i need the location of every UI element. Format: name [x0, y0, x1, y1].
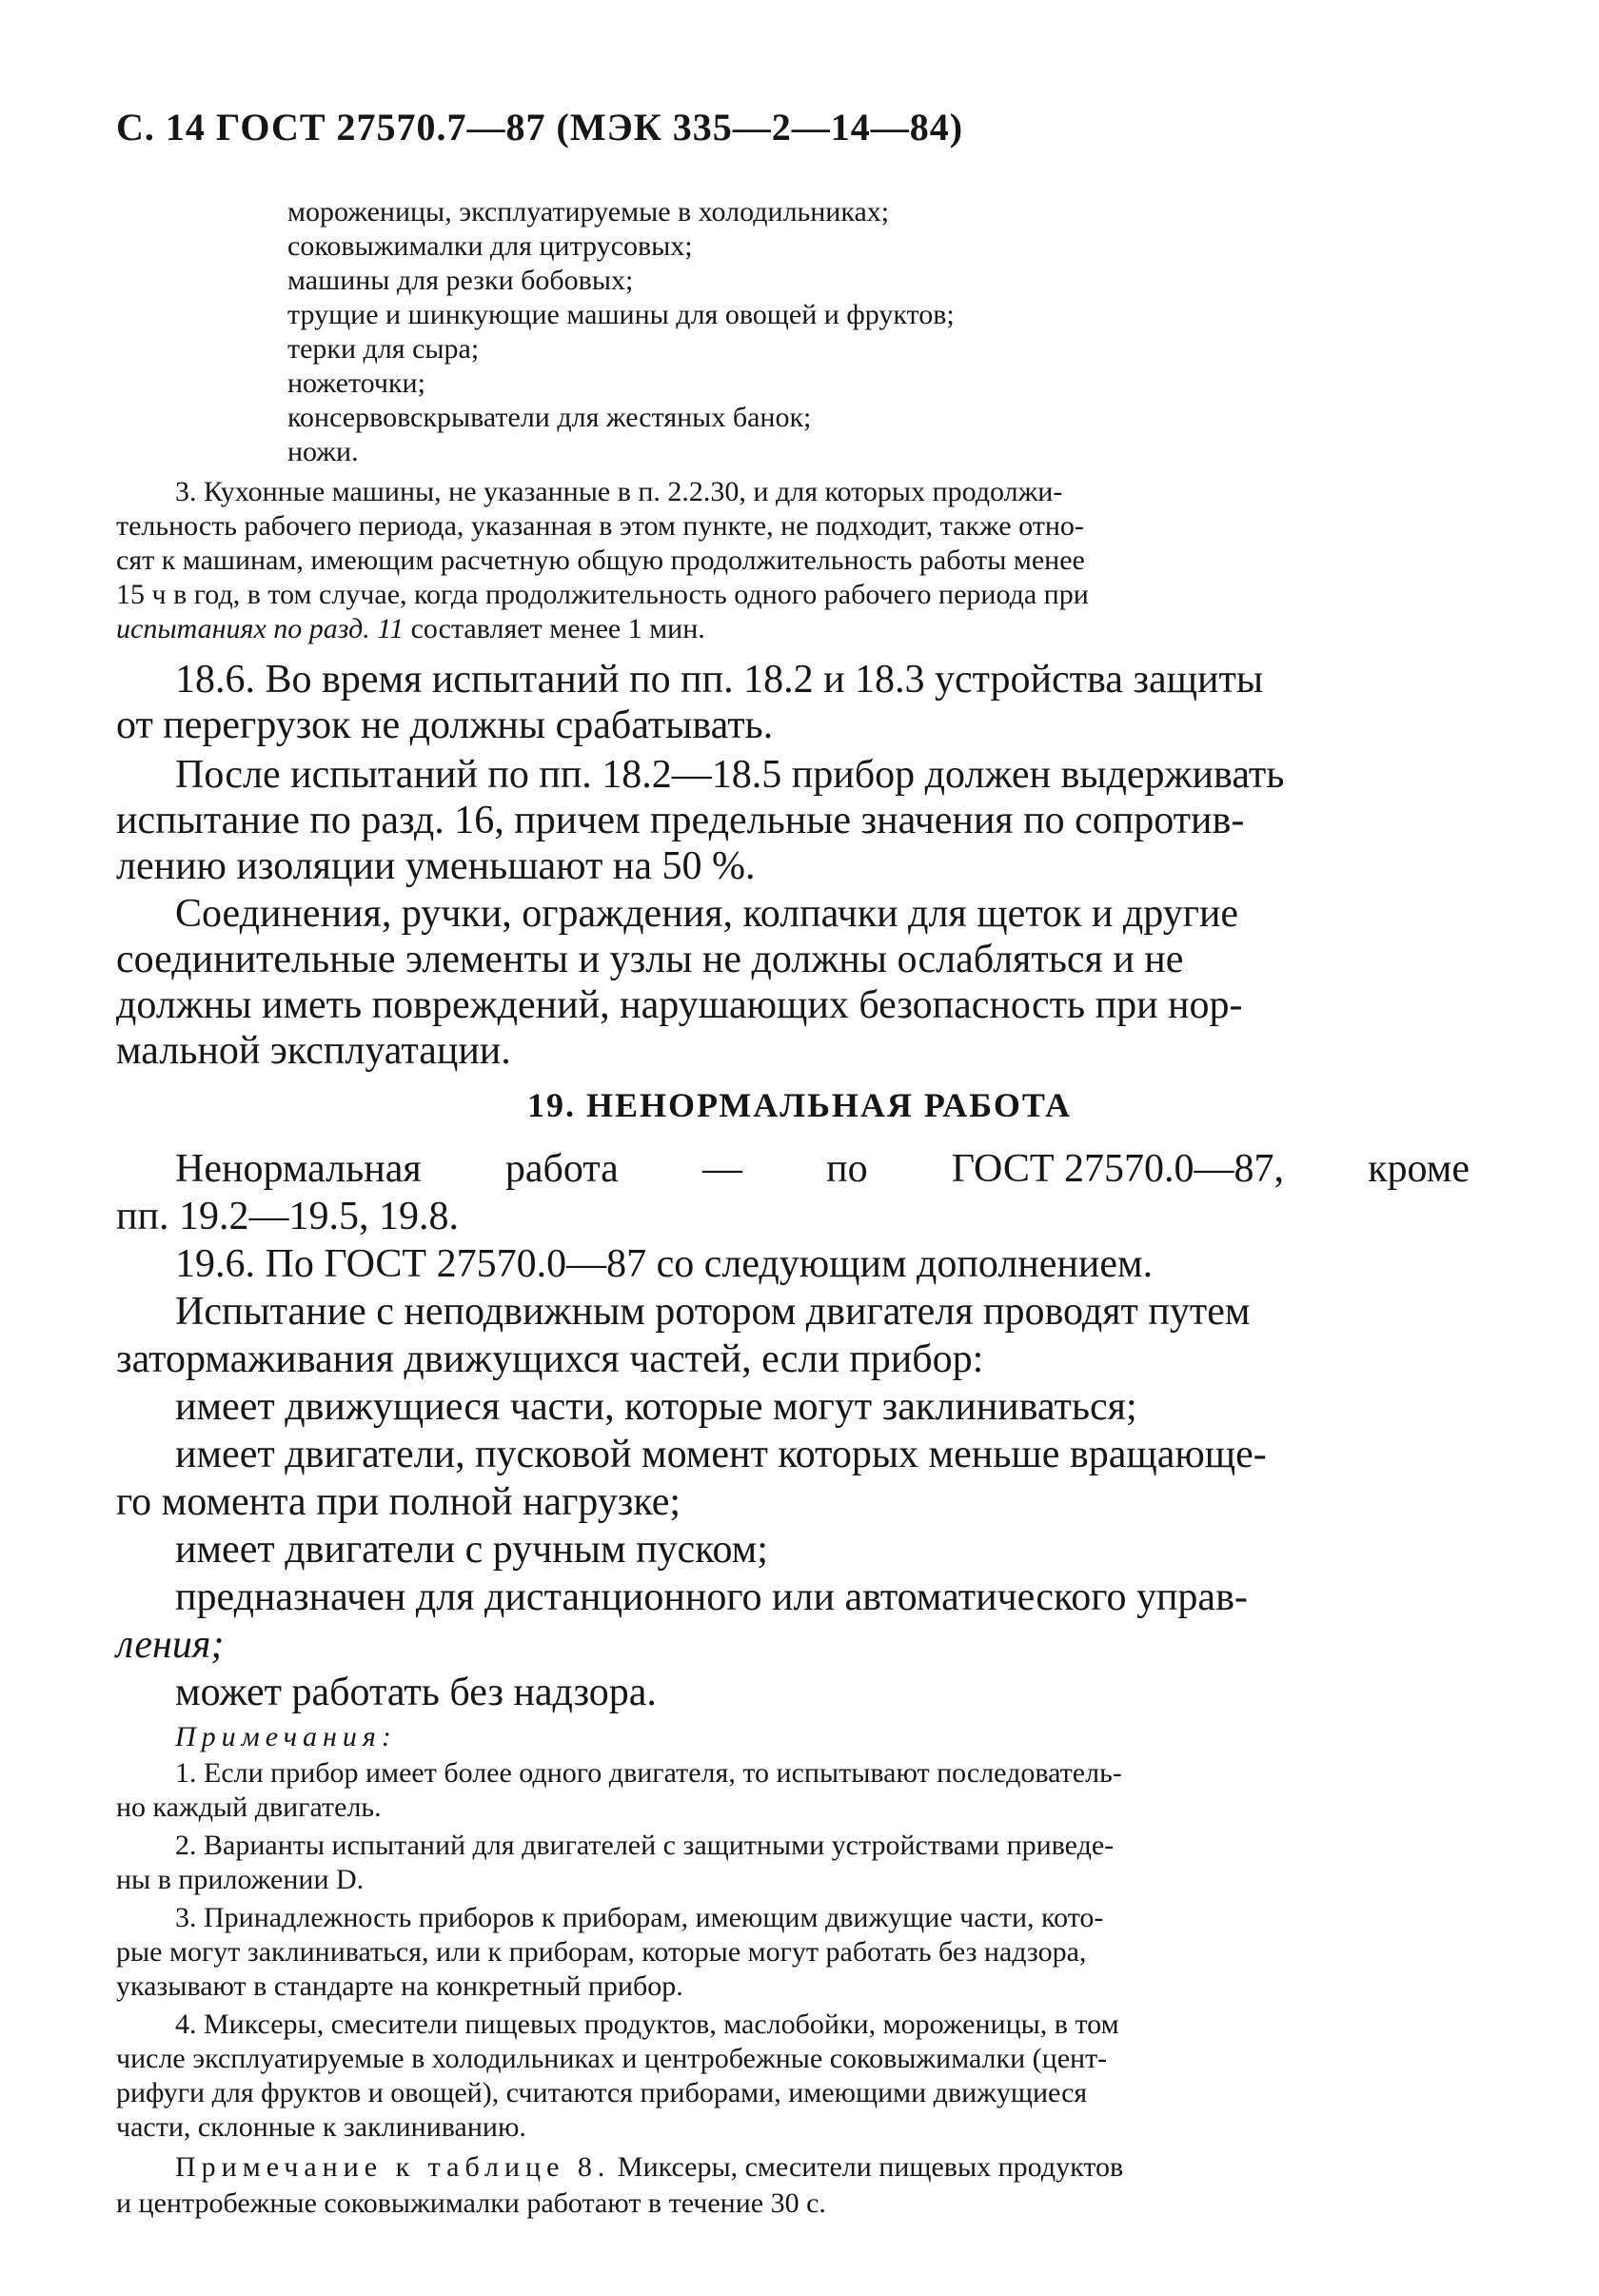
list-item: машины для резки бобовых; [287, 265, 634, 296]
list-item: соковыжималки для цитрусовых; [287, 230, 693, 262]
text-line: но каждый двигатель. [116, 1791, 382, 1823]
word: работа [504, 1147, 619, 1191]
word: по [826, 1147, 868, 1191]
text-line: 3. Кухонные машины, не указанные в п. 2.2.30, и для которых продолжи- [175, 476, 1063, 507]
text-line: лению изоляции уменьшают на 50 %. [116, 844, 756, 888]
text-line: должны иметь повреждений, нарушающих безопасность при нор- [116, 983, 1243, 1027]
list-item: ножеточки; [287, 367, 425, 399]
text-line: пп. 19.2—19.5, 19.8. [116, 1195, 459, 1238]
text-line: имеет движущиеся части, которые могут заклиниваться; [175, 1385, 1137, 1429]
text-line: Испытание с неподвижным ротором двигателя проводят путем [175, 1290, 1251, 1334]
text-line: 15 ч в год, в том случае, когда продолжительность одного рабочего периода при [116, 579, 1089, 610]
text-line: рые могут заклиниваться, или к приборам, которые могут работать без надзора, [116, 1936, 1087, 1968]
word: Ненормальная [175, 1147, 422, 1191]
text-span: составляет менее 1 мин. [404, 613, 705, 644]
text-line: имеет двигатели, пусковой момент которых меньше вращающе- [175, 1433, 1267, 1476]
text-line: го момента при полной нагрузке; [116, 1480, 681, 1524]
text-line: указывают в стандарте на конкретный прибор. [116, 1970, 683, 2002]
list-item: мороженицы, эксплуатируемые в холодильниках; [287, 196, 890, 228]
text-line: имеет двигатели с ручным пуском; [175, 1528, 768, 1572]
text-line: числе эксплуатируемые в холодильниках и центробежные соковыжималки (цент- [116, 2043, 1108, 2074]
word: ГОСТ 27570.0—87, [951, 1147, 1284, 1191]
text-line: и центробежные соковыжималки работают в течение 30 с. [116, 2187, 826, 2219]
text-line: части, склонные к заклиниванию. [116, 2111, 526, 2143]
page-header: С. 14 ГОСТ 27570.7—87 (МЭК 335—2—14—84) [116, 106, 964, 148]
word: кроме [1368, 1147, 1470, 1191]
text-line: 4. Миксеры, смесители пищевых продуктов, маслобойки, мороженицы, в том [175, 2009, 1119, 2040]
text-line: соединительные элементы и узлы не должны ослабляться и не [116, 938, 1184, 981]
notes-heading: Примечания: [175, 1721, 397, 1752]
text-line [116, 613, 705, 645]
text-line: Соединения, ручки, ограждения, колпачки для щеток и другие [175, 892, 1239, 936]
text-line: рифуги для фруктов и овощей), считаются приборами, имеющими движущиеся [116, 2077, 1088, 2108]
list-item: терки для сыра; [287, 333, 480, 365]
intro-line-justified [175, 1146, 1470, 1192]
word: — [701, 1147, 742, 1191]
text-line: мальной эксплуатации. [116, 1029, 511, 1073]
text-line: от перегрузок не должны срабатывать. [116, 703, 774, 747]
text-line: затормаживания движущихся частей, если прибор: [116, 1337, 984, 1381]
text-line: может работать без надзора. [175, 1671, 657, 1714]
text-span: Миксеры, смесители пищевых продуктов [610, 2151, 1124, 2183]
text-line: 2. Варианты испытаний для двигателей с защитными устройствами приведе- [175, 1830, 1115, 1861]
text-line: ления; [116, 1623, 225, 1667]
list-item: трущие и шинкующие машины для овощей и фруктов; [287, 299, 955, 330]
text-line: 19.6. По ГОСТ 27570.0—87 со следующим дополнением. [175, 1242, 1154, 1286]
text-line: ны в приложении D. [116, 1864, 365, 1895]
text-line: 18.6. Во время испытаний по пп. 18.2 и 18.3 устройства защиты [175, 658, 1264, 702]
text-line: 3. Принадлежность приборов к приборам, имеющим движущие части, кото- [175, 1902, 1104, 1933]
text-line: сят к машинам, имеющим расчетную общую продолжительность работы менее [116, 544, 1085, 576]
table-note-label: Примечание к таблице 8. [175, 2151, 611, 2183]
text-line: испытание по разд. 16, причем предельные значения по сопротив- [116, 799, 1245, 842]
section-title: 19. НЕНОРМАЛЬНАЯ РАБОТА [526, 1086, 1073, 1124]
text-line: тельность рабочего периода, указанная в этом пункте, не подходит, также отно- [116, 510, 1084, 542]
text-line: После испытаний по пп. 18.2—18.5 прибор должен выдерживать [175, 753, 1285, 797]
italic-ref: испытаниях по разд. 11 [116, 613, 405, 644]
text-line: 1. Если прибор имеет более одного двигателя, то испытывают последователь- [175, 1757, 1122, 1789]
text-line: предназначен для дистанционного или автоматического управ- [175, 1575, 1248, 1619]
list-item: консервовскрыватели для жестяных банок; [287, 402, 812, 433]
text-line [175, 2151, 1123, 2184]
list-item: ножи. [287, 436, 359, 467]
